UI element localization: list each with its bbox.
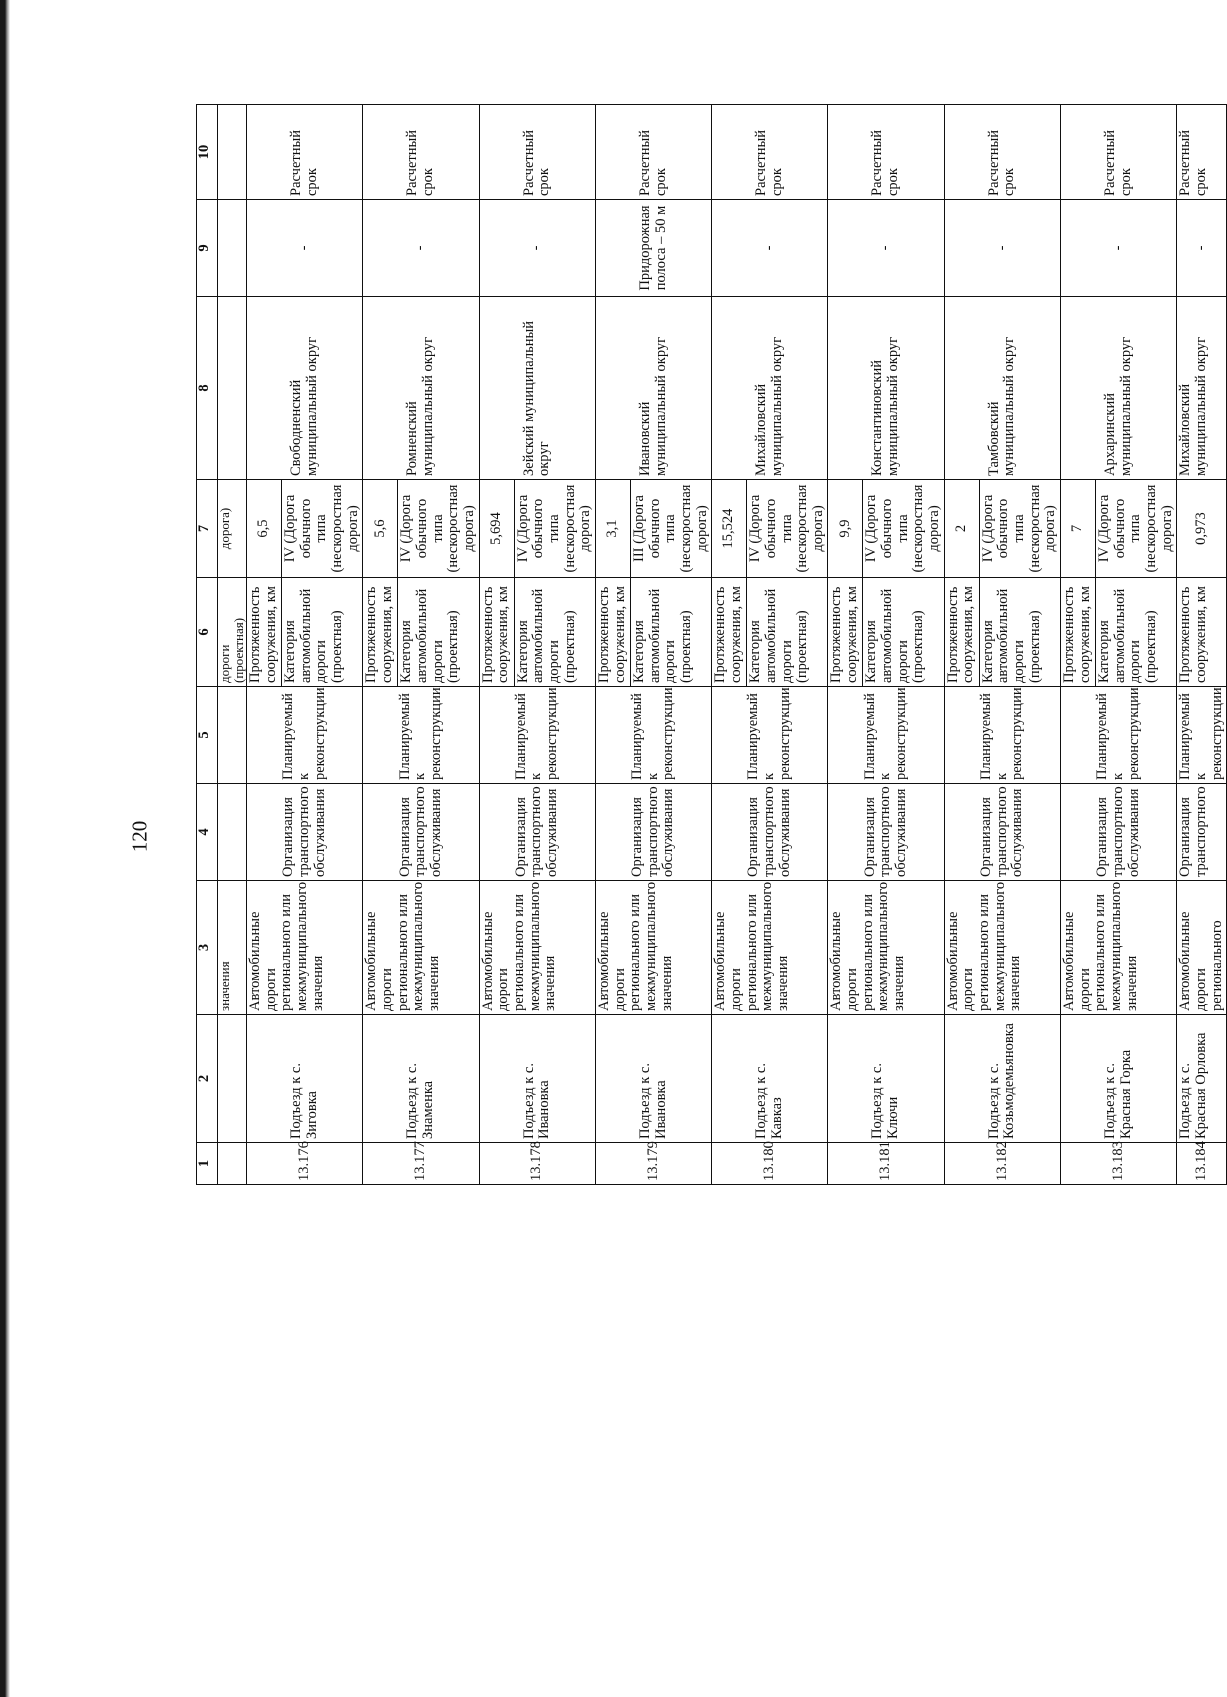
object-location: Михайловский муниципальный округ bbox=[712, 297, 828, 480]
char-length-label: Протяженность сооружения, км bbox=[828, 578, 863, 687]
row-number: 13.182 bbox=[944, 1143, 1060, 1185]
table-row bbox=[944, 105, 979, 1185]
header-cell: 2 bbox=[197, 1015, 218, 1143]
char-category-label: Категория автомобильной дороги (проектная) bbox=[979, 578, 1060, 687]
zone-info: - bbox=[479, 200, 595, 297]
carryover-row bbox=[218, 105, 247, 1185]
implementation-term: Расчетный срок bbox=[828, 105, 944, 200]
object-location: Михайловский муниципальный округ bbox=[1177, 297, 1227, 480]
table-frame bbox=[196, 105, 1225, 1185]
char-category-value: IV (Дорога обычного типа (нескоростная дорога) bbox=[514, 480, 595, 578]
object-status: Планируемый к реконструкции bbox=[1177, 687, 1227, 784]
row-number: 13.180 bbox=[712, 1143, 828, 1185]
row-number: 13.177 bbox=[363, 1143, 479, 1185]
object-name: Подъезд к с. Ивановка bbox=[595, 1015, 711, 1143]
char-category-label: Категория автомобильной дороги (проектная) bbox=[398, 578, 479, 687]
char-category-value: IV (Дорога обычного типа (нескоростная дорога) bbox=[747, 480, 828, 578]
object-purpose: Организация транспортного обслуживания bbox=[944, 784, 1060, 881]
table-row bbox=[1177, 105, 1227, 1185]
row-number: 13.183 bbox=[1061, 1143, 1177, 1185]
zone-info: - bbox=[1061, 200, 1177, 297]
object-name: Подъезд к с. Знаменка bbox=[363, 1015, 479, 1143]
header-cell: 7 bbox=[197, 480, 218, 578]
char-category-value: IV (Дорога обычного типа (нескоростная дорога) bbox=[398, 480, 479, 578]
char-length-value: 15,524 bbox=[712, 480, 747, 578]
zone-info: - bbox=[712, 200, 828, 297]
object-status: Планируемый к реконструкции bbox=[1061, 687, 1177, 784]
header-cell: 4 bbox=[197, 784, 218, 881]
char-length-value: 3,1 bbox=[595, 480, 630, 578]
char-category-value: IV (Дорога обычного типа (нескоростная дорога) bbox=[863, 480, 944, 578]
object-location: Свободненский муниципальный округ bbox=[247, 297, 363, 480]
object-type: Автомобильные дороги регионального или межмуниципального значения bbox=[595, 881, 711, 1015]
object-name: Подъезд к с. Красная Орловка bbox=[1177, 1015, 1227, 1143]
char-length-label: Протяженность сооружения, км bbox=[1061, 578, 1096, 687]
object-purpose: Организация транспортного обслуживания bbox=[828, 784, 944, 881]
object-name: Подъезд к с. Ключи bbox=[828, 1015, 944, 1143]
object-name: Подъезд к с. Кавказ bbox=[712, 1015, 828, 1143]
char-length-value: 0,973 bbox=[1177, 480, 1227, 578]
object-location: Архаринский муниципальный округ bbox=[1061, 297, 1177, 480]
carry-cell: дорога) bbox=[218, 480, 247, 578]
zone-info: - bbox=[828, 200, 944, 297]
object-status: Планируемый к реконструкции bbox=[595, 687, 711, 784]
implementation-term: Расчетный срок bbox=[712, 105, 828, 200]
row-number: 13.179 bbox=[595, 1143, 711, 1185]
implementation-term: Расчетный срок bbox=[363, 105, 479, 200]
header-cell: 10 bbox=[197, 105, 218, 200]
object-status: Планируемый к реконструкции bbox=[828, 687, 944, 784]
carry-cell bbox=[218, 105, 247, 200]
row-number: 13.184 bbox=[1177, 1143, 1227, 1185]
char-length-label: Протяженность сооружения, км bbox=[712, 578, 747, 687]
char-length-label: Протяженность сооружения, км bbox=[479, 578, 514, 687]
char-length-label: Протяженность сооружения, км bbox=[944, 578, 979, 687]
object-purpose: Организация транспортного обслуживания bbox=[595, 784, 711, 881]
table-row bbox=[712, 105, 747, 1185]
object-type: Автомобильные дороги регионального или межмуниципального значения bbox=[247, 881, 363, 1015]
char-length-label: Протяженность сооружения, км bbox=[363, 578, 398, 687]
row-number: 13.176 bbox=[247, 1143, 363, 1185]
implementation-term: Расчетный срок bbox=[944, 105, 1060, 200]
row-number: 13.178 bbox=[479, 1143, 595, 1185]
carry-cell bbox=[218, 784, 247, 881]
char-length-label: Протяженность сооружения, км bbox=[1177, 578, 1227, 687]
carry-cell bbox=[218, 200, 247, 297]
char-category-value: III (Дорога обычного типа (нескоростная дорога) bbox=[630, 480, 711, 578]
object-purpose: Организация транспортного обслуживания bbox=[247, 784, 363, 881]
table-row bbox=[479, 105, 514, 1185]
object-type: Автомобильные дороги регионального bbox=[1177, 881, 1227, 1015]
char-length-value: 5,694 bbox=[479, 480, 514, 578]
object-type: Автомобильные дороги регионального или межмуниципального значения bbox=[479, 881, 595, 1015]
header-cell: 9 bbox=[197, 200, 218, 297]
object-status: Планируемый к реконструкции bbox=[363, 687, 479, 784]
object-purpose: Организация транспортного обслуживания bbox=[712, 784, 828, 881]
char-length-value: 6,5 bbox=[247, 480, 282, 578]
implementation-term: Расчетный срок bbox=[479, 105, 595, 200]
implementation-term: Расчетный срок bbox=[1061, 105, 1177, 200]
char-category-value: IV (Дорога обычного типа (нескоростная дорога) bbox=[282, 480, 363, 578]
header-cell: 5 bbox=[197, 687, 218, 784]
object-status: Планируемый к реконструкции bbox=[247, 687, 363, 784]
header-cell: 3 bbox=[197, 881, 218, 1015]
object-location: Константиновский муниципальный округ bbox=[828, 297, 944, 480]
char-category-label: Категория автомобильной дороги (проектная) bbox=[747, 578, 828, 687]
object-name: Подъезд к с. Красная Горка bbox=[1061, 1015, 1177, 1143]
char-category-value: IV (Дорога обычного типа (нескоростная дорога) bbox=[979, 480, 1060, 578]
char-category-label: Категория автомобильной дороги (проектная) bbox=[863, 578, 944, 687]
char-length-value: 5,6 bbox=[363, 480, 398, 578]
carry-cell bbox=[218, 1143, 247, 1185]
row-number: 13.181 bbox=[828, 1143, 944, 1185]
object-purpose: Организация транспортного обслуживания bbox=[363, 784, 479, 881]
object-location: Зейский муниципальный округ bbox=[479, 297, 595, 480]
header-cell: 1 bbox=[197, 1143, 218, 1185]
carry-cell bbox=[218, 297, 247, 480]
object-status: Планируемый к реконструкции bbox=[712, 687, 828, 784]
object-type: Автомобильные дороги регионального или межмуниципального значения bbox=[712, 881, 828, 1015]
carry-cell: дороги (проектная) bbox=[218, 578, 247, 687]
objects-table bbox=[196, 104, 1227, 1185]
object-location: Ромненский муниципальный округ bbox=[363, 297, 479, 480]
object-name: Подъезд к с. Ивановка bbox=[479, 1015, 595, 1143]
char-category-label: Категория автомобильной дороги (проектная) bbox=[1096, 578, 1177, 687]
implementation-term: Расчетный срок bbox=[247, 105, 363, 200]
table-row bbox=[363, 105, 398, 1185]
object-purpose: Организация транспортного обслуживания bbox=[1061, 784, 1177, 881]
scan-edge-shadow bbox=[0, 0, 10, 1697]
zone-info: - bbox=[944, 200, 1060, 297]
object-location: Тамбовский муниципальный округ bbox=[944, 297, 1060, 480]
header-cell: 8 bbox=[197, 297, 218, 480]
char-length-value: 9,9 bbox=[828, 480, 863, 578]
object-location: Ивановский муниципальный округ bbox=[595, 297, 711, 480]
carry-cell bbox=[218, 687, 247, 784]
char-category-label: Категория автомобильной дороги (проектная) bbox=[282, 578, 363, 687]
table-row bbox=[1061, 105, 1096, 1185]
zone-info: - bbox=[363, 200, 479, 297]
object-name: Подъезд к с. Зиговка bbox=[247, 1015, 363, 1143]
object-name: Подъезд к с. Козьмодемьяновка bbox=[944, 1015, 1060, 1143]
object-type: Автомобильные дороги регионального или межмуниципального значения bbox=[363, 881, 479, 1015]
zone-info: - bbox=[1177, 200, 1227, 297]
table-row bbox=[828, 105, 863, 1185]
object-purpose: Организация транспортного обслуживания bbox=[479, 784, 595, 881]
page-number: 120 bbox=[127, 820, 152, 853]
char-length-label: Протяженность сооружения, км bbox=[247, 578, 282, 687]
object-status: Планируемый к реконструкции bbox=[479, 687, 595, 784]
carry-cell bbox=[218, 1015, 247, 1143]
object-status: Планируемый к реконструкции bbox=[944, 687, 1060, 784]
header-row bbox=[197, 105, 218, 1185]
carry-cell: значения bbox=[218, 881, 247, 1015]
object-type: Автомобильные дороги регионального или межмуниципального значения bbox=[944, 881, 1060, 1015]
object-type: Автомобильные дороги регионального или межмуниципального значения bbox=[1061, 881, 1177, 1015]
header-cell: 6 bbox=[197, 578, 218, 687]
char-category-label: Категория автомобильной дороги (проектная) bbox=[630, 578, 711, 687]
table-row bbox=[595, 105, 630, 1185]
object-purpose: Организация транспортного bbox=[1177, 784, 1227, 881]
char-category-label: Категория автомобильной дороги (проектная) bbox=[514, 578, 595, 687]
zone-info: - bbox=[247, 200, 363, 297]
object-type: Автомобильные дороги регионального или межмуниципального значения bbox=[828, 881, 944, 1015]
char-length-value: 7 bbox=[1061, 480, 1096, 578]
zone-info: Придорожная полоса – 50 м bbox=[595, 200, 711, 297]
char-length-value: 2 bbox=[944, 480, 979, 578]
char-length-label: Протяженность сооружения, км bbox=[595, 578, 630, 687]
table-row bbox=[247, 105, 282, 1185]
char-category-value: IV (Дорога обычного типа (нескоростная дорога) bbox=[1096, 480, 1177, 578]
implementation-term: Расчетный срок bbox=[595, 105, 711, 200]
implementation-term: Расчетный срок bbox=[1177, 105, 1227, 200]
